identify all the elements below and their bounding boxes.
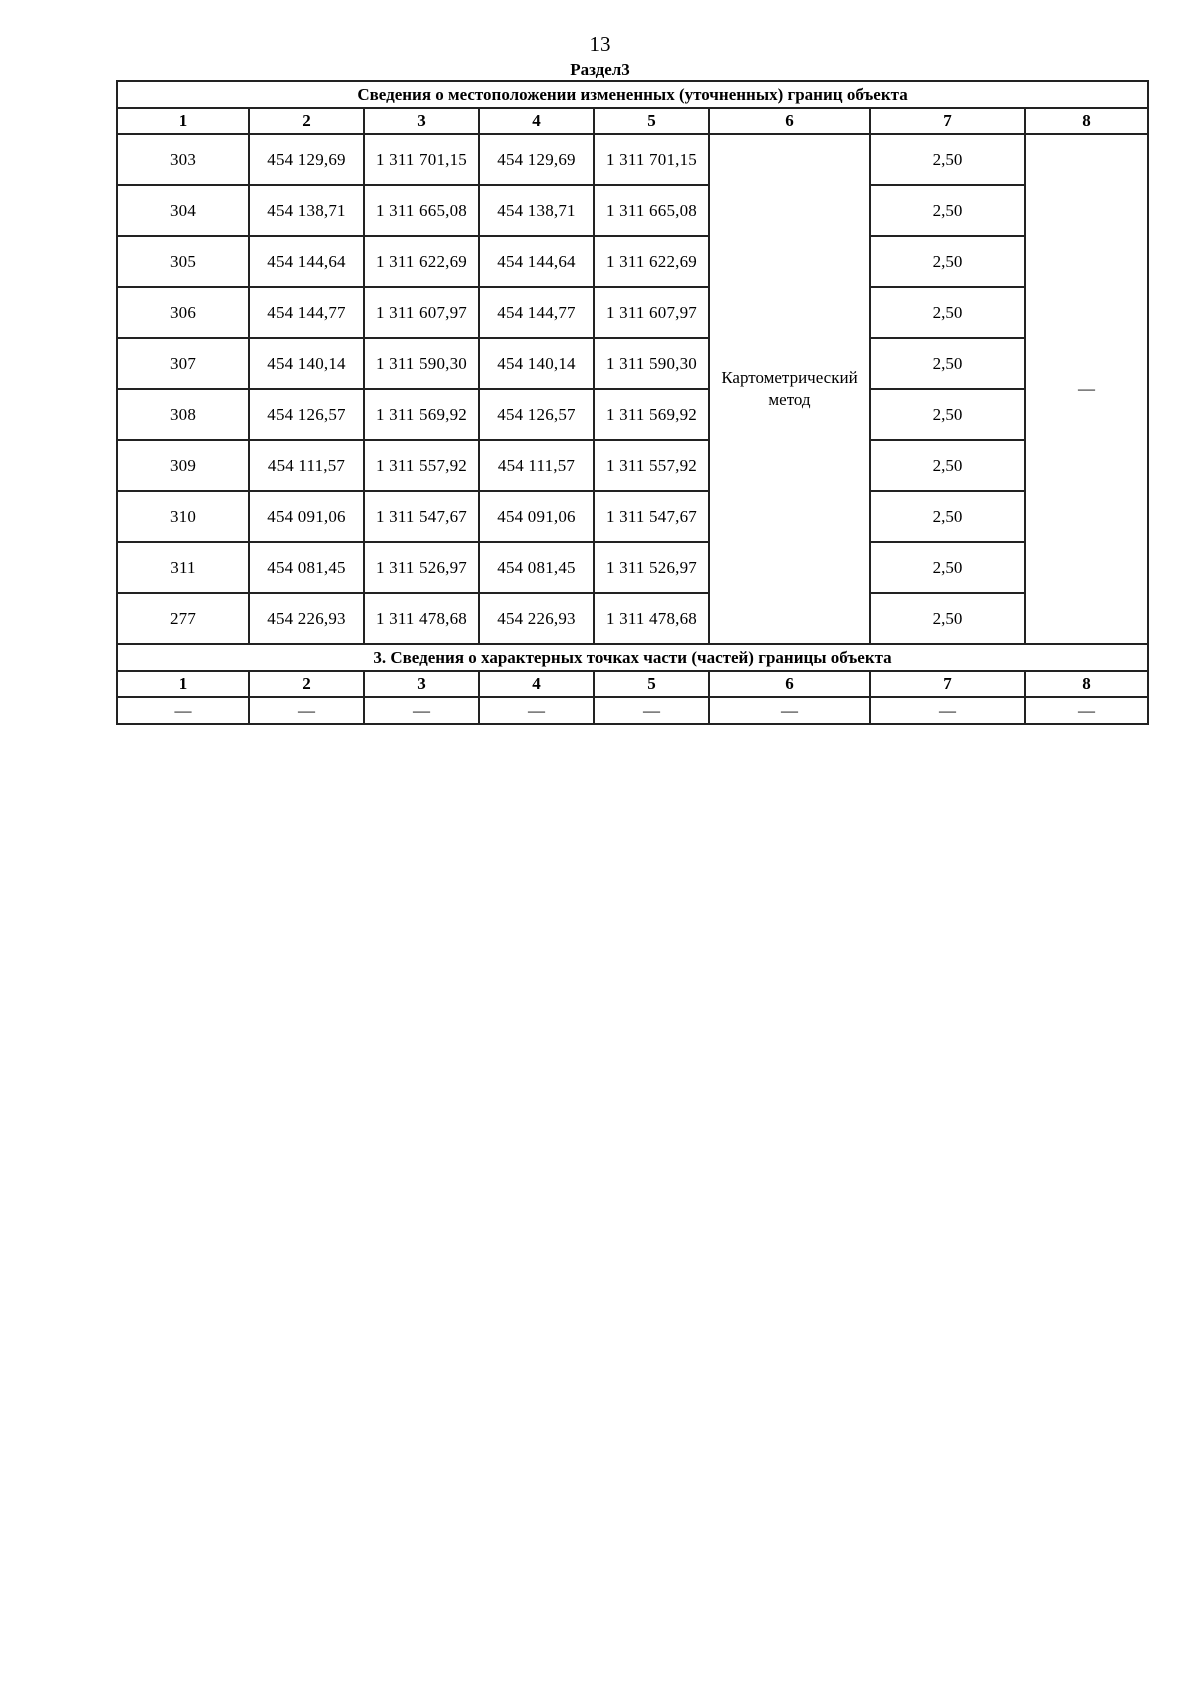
table-row bbox=[117, 542, 1148, 593]
table1-cell-col-3: 1 311 622,69 bbox=[364, 236, 479, 287]
table1-cell-col-1: 305 bbox=[117, 236, 249, 287]
table1-cell-col-5: 1 311 701,15 bbox=[594, 134, 709, 185]
table1-cell-col-2: 454 111,57 bbox=[249, 440, 364, 491]
page-number: 13 bbox=[589, 32, 611, 56]
table1-cell-col-1: 308 bbox=[117, 389, 249, 440]
table1-cell-col-7: 2,50 bbox=[870, 185, 1025, 236]
table2-cell-col-5: — bbox=[594, 697, 709, 724]
table1-cell-col-7: 2,50 bbox=[870, 389, 1025, 440]
table1-cell-col-3: 1 311 569,92 bbox=[364, 389, 479, 440]
table1-cell-col-7: 2,50 bbox=[870, 593, 1025, 644]
table1-cell-col-4: 454 138,71 bbox=[479, 185, 594, 236]
table2-header-col-7: 7 bbox=[870, 671, 1025, 697]
table2-caption: 3. Сведения о характерных точках части (частей) границы объекта bbox=[117, 644, 1148, 671]
table1-cell-col-2: 454 144,77 bbox=[249, 287, 364, 338]
table-row bbox=[117, 185, 1148, 236]
table1-header-col-8: 8 bbox=[1025, 108, 1148, 134]
table2-cell-col-6: — bbox=[709, 697, 870, 724]
table1-cell-col-1: 303 bbox=[117, 134, 249, 185]
table1-header-col-2: 2 bbox=[249, 108, 364, 134]
table1-cell-col-4: 454 091,06 bbox=[479, 491, 594, 542]
table1-header-col-5: 5 bbox=[594, 108, 709, 134]
table2-cell-col-4: — bbox=[479, 697, 594, 724]
table2-header-col-2: 2 bbox=[249, 671, 364, 697]
table1-cell-col-3: 1 311 547,67 bbox=[364, 491, 479, 542]
table2-cell-col-8: — bbox=[1025, 697, 1148, 724]
table-row bbox=[117, 697, 1148, 724]
table1-cell-col-1: 309 bbox=[117, 440, 249, 491]
table1-cell-col-7: 2,50 bbox=[870, 440, 1025, 491]
table2-header-col-6: 6 bbox=[709, 671, 870, 697]
table1-cell-col-5: 1 311 478,68 bbox=[594, 593, 709, 644]
table1-cell-col-4: 454 226,93 bbox=[479, 593, 594, 644]
table1-cell-col-7: 2,50 bbox=[870, 542, 1025, 593]
table2-cell-col-3: — bbox=[364, 697, 479, 724]
table1-header-col-3: 3 bbox=[364, 108, 479, 134]
table1-cell-col-2: 454 140,14 bbox=[249, 338, 364, 389]
table1-header-col-4: 4 bbox=[479, 108, 594, 134]
table2-cell-col-7: — bbox=[870, 697, 1025, 724]
method-cell: Картометрический метод bbox=[709, 134, 870, 644]
table2-header-col-4: 4 bbox=[479, 671, 594, 697]
table1-cell-col-3: 1 311 607,97 bbox=[364, 287, 479, 338]
table-row bbox=[117, 287, 1148, 338]
table1-cell-col-2: 454 091,06 bbox=[249, 491, 364, 542]
table1-cell-col-2: 454 081,45 bbox=[249, 542, 364, 593]
table1-cell-col-2: 454 129,69 bbox=[249, 134, 364, 185]
table1-cell-col-5: 1 311 557,92 bbox=[594, 440, 709, 491]
table-row bbox=[117, 440, 1148, 491]
table1-cell-col-5: 1 311 622,69 bbox=[594, 236, 709, 287]
table2-header-col-5: 5 bbox=[594, 671, 709, 697]
table1-cell-col-1: 311 bbox=[117, 542, 249, 593]
table1-cell-col-3: 1 311 590,30 bbox=[364, 338, 479, 389]
table-row bbox=[117, 338, 1148, 389]
table1-cell-col-3: 1 311 557,92 bbox=[364, 440, 479, 491]
table1-cell-col-4: 454 144,64 bbox=[479, 236, 594, 287]
table1-cell-col-5: 1 311 590,30 bbox=[594, 338, 709, 389]
table2-header-col-1: 1 bbox=[117, 671, 249, 697]
table1-cell-col-5: 1 311 547,67 bbox=[594, 491, 709, 542]
section-title: Раздел3 bbox=[570, 60, 630, 79]
table1-cell-col-2: 454 144,64 bbox=[249, 236, 364, 287]
table1-cell-col-2: 454 126,57 bbox=[249, 389, 364, 440]
table-row bbox=[117, 389, 1148, 440]
table1-cell-col-1: 277 bbox=[117, 593, 249, 644]
table1-cell-col-7: 2,50 bbox=[870, 134, 1025, 185]
table1-cell-col-3: 1 311 701,15 bbox=[364, 134, 479, 185]
table1-header-col-7: 7 bbox=[870, 108, 1025, 134]
table1-cell-col-5: 1 311 526,97 bbox=[594, 542, 709, 593]
table2-header-col-3: 3 bbox=[364, 671, 479, 697]
table1-cell-col-4: 454 144,77 bbox=[479, 287, 594, 338]
table1-caption: Сведения о местоположении измененных (уточненных) границ объекта bbox=[117, 81, 1148, 108]
table1-cell-col-2: 454 138,71 bbox=[249, 185, 364, 236]
table2-cell-col-1: — bbox=[117, 697, 249, 724]
table-row bbox=[117, 236, 1148, 287]
table1-cell-col-3: 1 311 478,68 bbox=[364, 593, 479, 644]
table1-cell-col-3: 1 311 665,08 bbox=[364, 185, 479, 236]
table1-cell-col-4: 454 126,57 bbox=[479, 389, 594, 440]
table1-cell-col-4: 454 129,69 bbox=[479, 134, 594, 185]
table1-cell-col-7: 2,50 bbox=[870, 236, 1025, 287]
table1-cell-col-4: 454 111,57 bbox=[479, 440, 594, 491]
table1-cell-col-1: 307 bbox=[117, 338, 249, 389]
table1-cell-col-5: 1 311 665,08 bbox=[594, 185, 709, 236]
table1-cell-col-1: 304 bbox=[117, 185, 249, 236]
table1-cell-col-5: 1 311 569,92 bbox=[594, 389, 709, 440]
table1-cell-col-2: 454 226,93 bbox=[249, 593, 364, 644]
table1-cell-col-1: 306 bbox=[117, 287, 249, 338]
table1-cell-col-5: 1 311 607,97 bbox=[594, 287, 709, 338]
table2-header-col-8: 8 bbox=[1025, 671, 1148, 697]
col8-dash-cell: — bbox=[1025, 134, 1148, 644]
table1-cell-col-7: 2,50 bbox=[870, 338, 1025, 389]
table2-cell-col-2: — bbox=[249, 697, 364, 724]
table-row bbox=[117, 491, 1148, 542]
table1-cell-col-7: 2,50 bbox=[870, 287, 1025, 338]
table1-cell-col-1: 310 bbox=[117, 491, 249, 542]
table1-cell-col-7: 2,50 bbox=[870, 491, 1025, 542]
table1-header-col-1: 1 bbox=[117, 108, 249, 134]
table-row bbox=[117, 134, 1148, 185]
table-row bbox=[117, 593, 1148, 644]
table1-cell-col-3: 1 311 526,97 bbox=[364, 542, 479, 593]
table1-cell-col-4: 454 140,14 bbox=[479, 338, 594, 389]
table1-header-col-6: 6 bbox=[709, 108, 870, 134]
boundary-table bbox=[116, 80, 1149, 725]
table1-cell-col-4: 454 081,45 bbox=[479, 542, 594, 593]
